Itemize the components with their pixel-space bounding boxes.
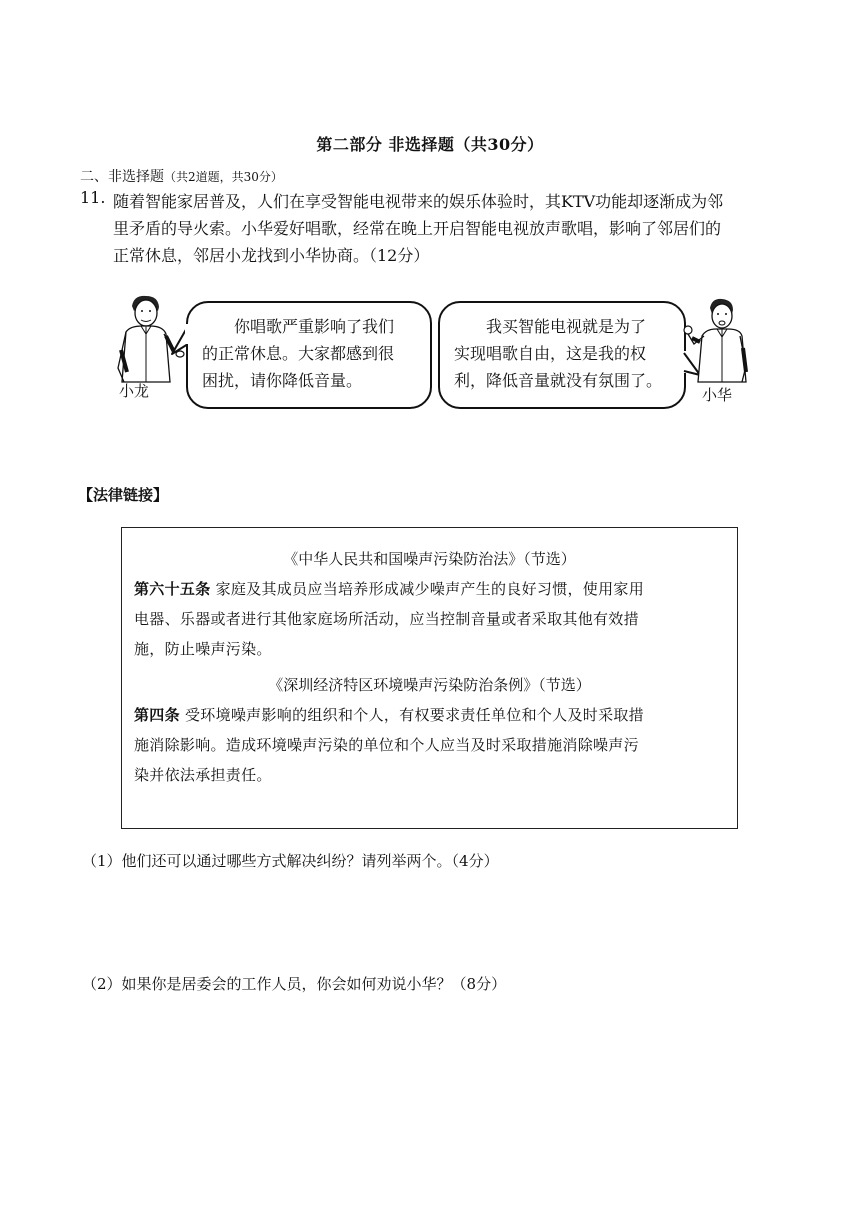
bubble-line: 困扰，请你降低音量。	[202, 371, 363, 390]
law2-article-label: 第四条	[134, 706, 180, 724]
law1-text-line: 施，防止噪声污染。	[134, 640, 272, 658]
law-excerpt-box	[121, 527, 738, 829]
question-line: 正常休息，邻居小龙找到小华协商。（12分）	[113, 246, 430, 265]
law1-text: 家庭及其成员应当培养形成减少噪声产生的良好习惯，使用家用	[215, 580, 644, 598]
left-speaker-name: 小龙	[119, 382, 150, 400]
law2-title: 《深圳经济特区环境噪声污染防治条例》（节选）	[268, 676, 591, 694]
question-stem	[113, 188, 793, 269]
bubble-line: 你唱歌严重影响了我们	[234, 317, 395, 336]
law2-text-line: 染并依法承担责任。	[134, 766, 272, 784]
law1-paragraph	[134, 574, 725, 604]
bubble-line: 实现唱歌自由，这是我的权	[454, 344, 647, 363]
section-label: 二、非选择题	[80, 169, 164, 185]
bubble-line: 的正常休息。大家都感到很	[202, 344, 395, 363]
question-number: 11.	[80, 188, 106, 207]
sub-question-1: （1）他们还可以通过哪些方式解决纠纷？请列举两个。（4分）	[82, 852, 499, 870]
part-title: 第二部分 非选择题（共30分）	[316, 135, 544, 154]
law1-title: 《中华人民共和国噪声污染防治法》（节选）	[283, 550, 576, 568]
law1-text-line: 电器、乐器或者进行其他家庭场所活动，应当控制音量或者采取其他有效措	[134, 610, 639, 628]
section-heading	[80, 166, 283, 186]
left-tail-mask	[185, 320, 195, 360]
xiaohua-figure-icon	[680, 296, 760, 384]
right-speaker-name: 小华	[702, 386, 733, 404]
xiaolong-speech-bubble	[186, 301, 432, 409]
bubble-line: 我买智能电视就是为了	[486, 317, 647, 336]
bubble-line: 利，降低音量就没有氛围了。	[454, 371, 663, 390]
section-note: （共2道题，共30分）	[164, 170, 283, 184]
law2-text: 受环境噪声影响的组织和个人，有权要求责任单位和个人及时采取措	[184, 706, 644, 724]
law-link-heading: 【法律链接】	[78, 486, 169, 504]
xiaohua-speech-bubble	[438, 301, 686, 409]
question-line: 随着智能家居普及，人们在享受智能电视带来的娱乐体验时，其KTV功能却逐渐成为邻	[113, 192, 724, 211]
law1-article-label: 第六十五条	[134, 580, 211, 598]
question-line: 里矛盾的导火索。小华爱好唱歌，经常在晚上开启智能电视放声歌唱，影响了邻居们的	[113, 219, 722, 238]
law2-paragraph	[134, 700, 725, 730]
law2-text-line: 施消除影响。造成环境噪声污染的单位和个人应当及时采取措施消除噪声污	[134, 736, 639, 754]
sub-question-2: （2）如果你是居委会的工作人员，你会如何劝说小华？（8分）	[82, 975, 507, 993]
